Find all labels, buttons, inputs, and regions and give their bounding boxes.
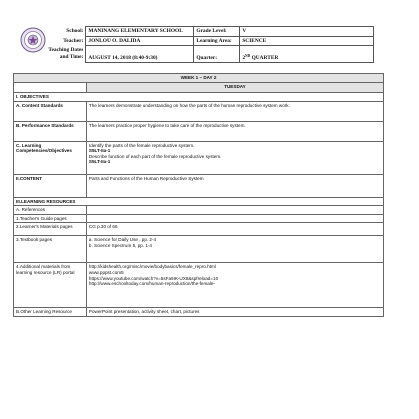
competency-2: Describe function of each part of the female reproductive system. — [88, 153, 222, 159]
competency-1: Identify the parts of the female reproductive system. — [88, 142, 195, 148]
additional-link-1[interactable]: http://kidshealth.org/misc/movie/bodybasics/female_repro.html — [88, 264, 216, 270]
teacher-value: JONLOU O. DALIDA — [86, 36, 194, 46]
deped-seal-icon — [20, 27, 46, 53]
resources-heading: III.LEARNING RESOURCES — [14, 197, 384, 206]
other-resources-text: PowerPoint presentation, activity sheet, chart, pictures — [86, 308, 383, 317]
performance-standards-label: B. Performance Standards — [14, 121, 87, 141]
school-value: MANINANG ELEMENTARY SCHOOL — [86, 27, 194, 37]
grade-value: V — [240, 27, 374, 37]
textbook-line-1: a. Science for Daily Use , pp. 2-4 — [88, 237, 157, 243]
references-label: A. References — [14, 206, 87, 215]
lesson-plan-table — [13, 73, 384, 317]
textbook-label: 3.Textbook pages — [14, 236, 87, 263]
quarter-label: Quarter: — [194, 46, 240, 63]
content-standards-label: A. Content Standards — [14, 101, 87, 121]
teacher-label: Teacher: — [12, 36, 86, 46]
objectives-heading: I. OBJECTIVES — [14, 93, 384, 102]
quarter-suffix: ND — [245, 53, 251, 58]
textbook-cell — [86, 236, 383, 263]
dates-value: AUGUST 14, 2018 (8:40-9:30) — [86, 46, 194, 63]
textbook-line-2: b. Science Spectrum 5, pp. 1-4 — [88, 242, 152, 248]
learners-materials-text: CG p.30 of 66 — [86, 223, 383, 236]
week-blank-cell — [14, 83, 87, 93]
area-value: SCIENCE — [240, 36, 374, 46]
area-label: Learning Area: — [194, 36, 240, 46]
dates-label-line1: Teaching Dates — [48, 47, 84, 54]
content-text: Parts and Functions of the Human Reproductive System — [86, 174, 383, 197]
content-label: II.CONTENT — [14, 174, 87, 197]
quarter-word: QUARTER — [250, 54, 279, 61]
additional-link-3[interactable]: https://www.youtube.com/watch?v=5sFa9IK-UX8&spfreload=10 — [88, 275, 219, 281]
competencies-label: C. Learning Competencies/Objectives — [14, 141, 87, 174]
competency-code-1: S5LT-IIa-1 — [88, 148, 111, 154]
competencies-cell — [86, 141, 383, 174]
day-title: TUESDAY — [86, 83, 383, 93]
week-title: WEEK 1 – DAY 2 — [14, 74, 384, 83]
additional-materials-cell — [86, 263, 383, 308]
quarter-number: 2 — [242, 54, 246, 61]
other-resources-label: B.Other Learning Resource — [14, 308, 87, 317]
teachers-guide-label: 1.Teacher's Guide pages — [14, 214, 87, 223]
dates-label-line2: and Time: — [59, 54, 84, 61]
school-label: School: — [12, 27, 86, 37]
additional-materials-label: 4.Additional materials from learning resource (LR) portal — [14, 263, 87, 308]
header-table — [12, 26, 374, 63]
performance-standards-text: The learners practice proper hygiene to take care of the reproductive system. — [86, 121, 383, 141]
grade-label: Grade Level: — [194, 27, 240, 37]
teachers-guide-cell — [86, 214, 383, 223]
quarter-value — [240, 46, 374, 63]
competency-code-2: S5LT-IIa-1 — [88, 159, 111, 165]
additional-link-4[interactable]: http://www.eschooltoday.com/human-reproduction/the-female- — [88, 281, 215, 287]
additional-link-2[interactable]: www.pppst.com5 — [88, 269, 124, 275]
references-cell — [86, 206, 383, 215]
learners-materials-label: 2.Learner's Materials pages — [14, 223, 87, 236]
content-standards-text: The learners demonstrate understanding on how the parts of the human reproductive system work. — [86, 101, 383, 121]
